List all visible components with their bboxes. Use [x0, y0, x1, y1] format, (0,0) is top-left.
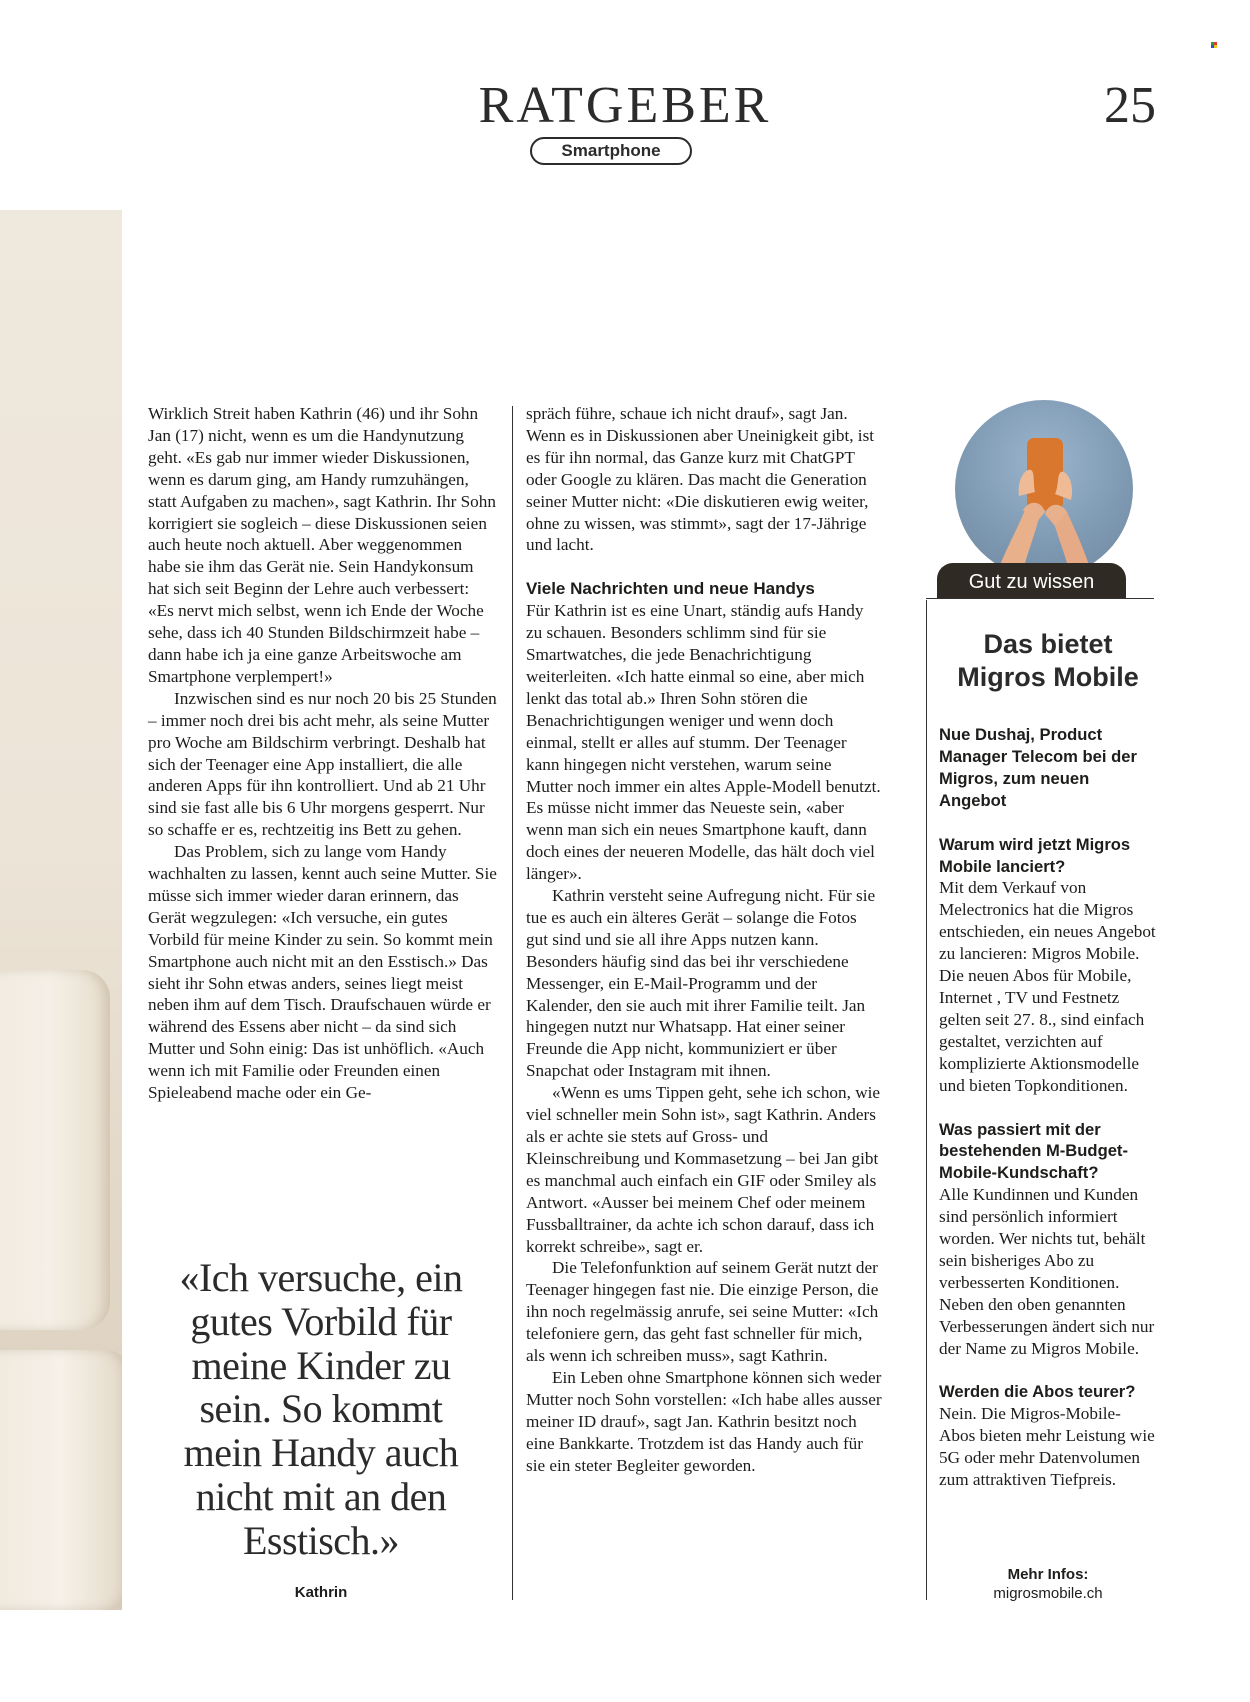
pull-quote: «Ich versuche, ein gutes Vorbild für meine Kinder zu sein. So kommt mein Handy auch nicht mit an den Esstisch.»: [179, 1255, 463, 1563]
sidebar-intro: Nue Dushaj, Product Manager Telecom bei der Migros, zum neuen Angebot: [939, 725, 1137, 810]
question: Warum wird jetzt Migros Mobile lanciert?: [939, 834, 1131, 876]
color-registration-mark: [1211, 33, 1217, 39]
subheading: Viele Nachrichten und neue Handys: [526, 579, 815, 599]
question: Werden die Abos teurer?: [939, 1382, 1136, 1402]
sidebar-divider: [926, 600, 927, 1600]
article-column-2: [526, 403, 882, 1477]
paragraph: Wirklich Streit haben Kathrin (46) und ihr Sohn Jan (17) nicht, wenn es um die Handynutzung geht. «Es gab nur immer wieder Diskussionen, wenn es darum ging, am Handy rumzuhängen, statt Aufgaben zu machen», sagt Kathrin. Ihr Sohn korrigiert sie sogleich – diese Diskussionen seien auch heute noch aktuell. Aber weggenommen habe sie ihm das Gerät nie. Sein Handykonsum hat sich seit Beginn der Lehre auch verbessert: «Es nervt mich selbst, wenn ich Ende der Woche sehe, dass ich 40 Stunden Bildschirmzeit habe – dann habe ich ja eine ganze Arbeitswoche am Smartphone verplempert!»: [148, 404, 496, 686]
sofa-seat-shape: [0, 1350, 122, 1610]
paragraph: Ein Leben ohne Smartphone können sich weder Mutter noch Sohn vorstellen: «Ich habe alles ausser meiner ID drauf», sagt Jan. Kathrin besitzt noch eine Bankkarte. Trotzdem ist das Handy auch für sie ein steter Begleiter geworden.: [526, 1367, 882, 1475]
paragraph: Die Telefonfunktion auf seinem Gerät nutzt der Teenager hingegen fast nie. Die einzige Person, die ihn noch regelmässig anrufe, sei seine Mutter: «Ich telefoniere gern, das geht fast schneller für mich, als wenn ich schreiben muss», sagt Kathrin.: [526, 1258, 879, 1366]
more-info-label: Mehr Infos:: [1007, 1566, 1089, 1583]
more-info-link[interactable]: migrosmobile.ch: [993, 1585, 1103, 1602]
answer: Alle Kundinnen und Kunden sind persönlich informiert worden. Wer nichts tut, behält sein bisheriges Abo zu verbesserten Konditionen. Neben den oben genannten Verbesserungen ändert sich nur der Name zu Migros Mobile.: [939, 1185, 1155, 1358]
sidebar-tab: Gut zu wissen: [937, 563, 1126, 599]
section-title: RATGEBER: [478, 77, 772, 134]
category-pill: Smartphone: [530, 137, 692, 165]
question: Was passiert mit der bestehenden M-Budget-Mobile-Kundschaft?: [939, 1119, 1128, 1183]
sofa-cushion-shape: [0, 970, 110, 1330]
page-number: 25: [1104, 77, 1156, 134]
more-info: [939, 1565, 1157, 1603]
paragraph: spräch führe, schaue ich nicht drauf», sagt Jan. Wenn es in Diskussionen aber Uneinigkeit gibt, ist es für ihn normal, das Ganze kurz mit ChatGPT oder Google zu klären. Das macht die Generation seiner Mutter nicht: «Die diskutieren ewig weiter, ohne zu wissen, was stimmt», sagt der 17-Jährige und lacht.: [526, 404, 875, 555]
column-divider: [512, 406, 513, 1600]
article-photo: [0, 210, 122, 1610]
hands-holding-phone-photo: [955, 400, 1133, 578]
answer: Mit dem Verkauf von Melectronics hat die Migros entschieden, ein neues Angebot zu lancieren: Migros Mobile. Die neuen Abos für Mobile, Internet , TV und Festnetz gelten seit 27. 8., sind einfach gestaltet, verzichten auf komplizierte Aktionsmodelle und bieten Topkonditionen.: [939, 878, 1156, 1095]
paragraph: «Wenn es ums Tippen geht, sehe ich schon, wie viel schneller mein Sohn ist», sagt Kathrin. Anders als er achte sie stets auf Gross- und Kleinschreibung und Kommasetzung – bei Jan gibt es manchmal auch einfach ein GIF oder Smiley als Antwort. «Ausser bei meinem Chef oder meinem Fussballtrainer, da achte ich schon darauf, dass ich korrekt schreibe», sagt er.: [526, 1083, 881, 1256]
sidebar-title: Das bietet Migros Mobile: [957, 629, 1139, 692]
paragraph: Für Kathrin ist es eine Unart, ständig aufs Handy zu schauen. Besonders schlimm sind für sie Smartwatches, die jede Benachrichtigung weiterleiten. «Ich hatte einmal so eine, aber mich lenkt das total ab.» Ihren Sohn stören die Benachrichtigungen weniger und wenn doch einmal, stellt er alles auf stumm. Der Teenager kann hingegen nicht verstehen, warum seine Mutter noch immer ein altes Apple-Modell benutzt. Es müsse nicht immer das Neueste sein, «aber wenn man sich ein neues Smartphone kauft, dann doch eines der neueren Modelle, das hält doch viel länger».: [526, 601, 881, 884]
sidebar-rule: [926, 598, 1154, 599]
paragraph: Kathrin versteht seine Aufregung nicht. Für sie tue es auch ein älteres Gerät – solange die Fotos gut sind und sie all ihre Apps nutzen kann. Besonders häufig sind das bei ihr verschiedene Messenger, ein E-Mail-Programm und der Kalender, den sie auch mit ihrer Familie teilt. Jan hingegen nutzt nur Whatsapp. Hat einer seiner Freunde die App nicht, kommuniziert er über Snapchat oder Instagram mit ihnen.: [526, 886, 876, 1081]
paragraph: Inzwischen sind es nur noch 20 bis 25 Stunden – immer noch drei bis acht mehr, als seine Mutter pro Woche am Bildschirm verbringt. Deshalb hat sich der Teenager eine App installiert, die alle anderen Apps für ihn kontrolliert. Und ab 21 Uhr sind sie fast alle bis 6 Uhr morgens gesperrt. Nur so schaffe er es, rechtzeitig ins Bett zu gehen.: [148, 688, 497, 840]
answer: Nein. Die Migros-Mobile-Abos bieten mehr Leistung wie 5G oder mehr Datenvolumen zum attraktiven Tiefpreis.: [939, 1404, 1155, 1490]
info-sidebar: [939, 628, 1157, 1513]
article-column-1: [148, 403, 498, 1104]
pull-quote-author: Kathrin: [294, 1584, 348, 1601]
paragraph: Das Problem, sich zu lange vom Handy wachhalten zu lassen, kennt auch seine Mutter. Sie müsse sich immer wieder daran erinnern, das Gerät wegzulegen: «Ich versuche, ein gutes Vorbild für meine Kinder zu sein. So kommt mein Smartphone auch nicht mit an den Esstisch.» Das sieht ihr Sohn etwas anders, seines liegt meist neben ihm auf dem Tisch. Draufschauen würde er während des Essens aber nicht – da sind sich Mutter und Sohn einig: Das ist unhöflich. «Auch wenn ich mit Familie oder Freunden einen Spieleabend mache oder ein Ge-: [148, 842, 497, 1103]
